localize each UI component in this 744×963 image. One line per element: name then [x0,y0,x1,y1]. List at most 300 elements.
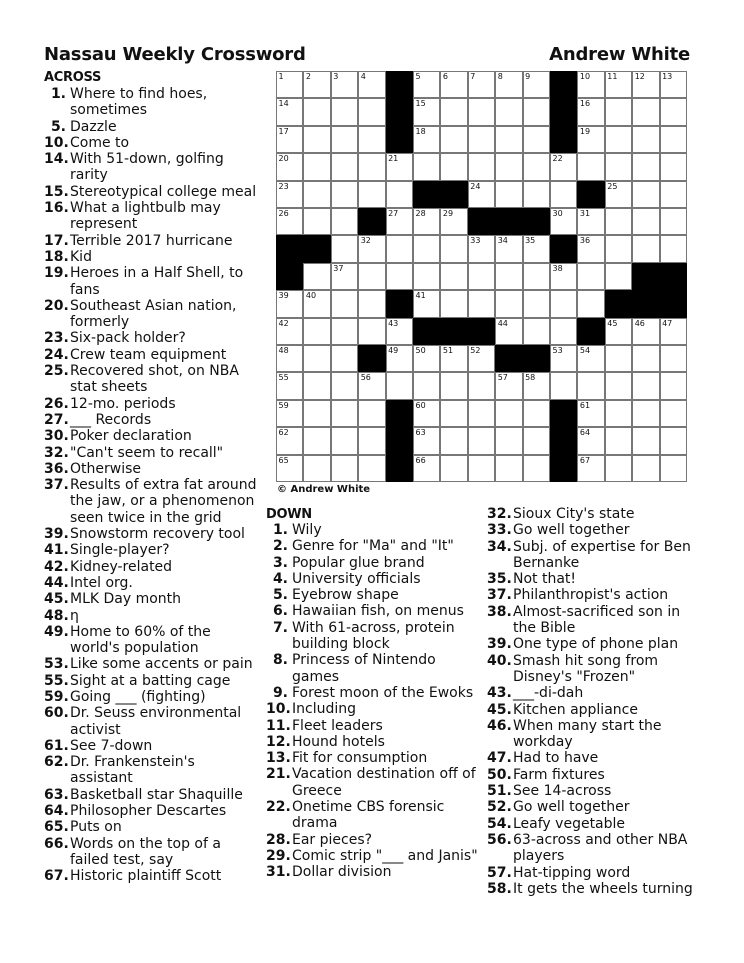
grid-cell[interactable] [550,345,577,372]
cell-number: 13 [662,72,673,81]
grid-cell[interactable] [660,153,687,180]
clue-item [44,477,259,526]
grid-cell[interactable] [276,427,303,454]
cell-number: 46 [634,318,645,328]
clue-item [266,620,480,653]
clue-text: Fleet leaders [292,717,383,734]
grid-cell[interactable] [468,400,495,427]
grid-block [495,345,522,372]
grid-cell[interactable] [358,181,385,208]
grid-cell[interactable] [632,98,659,125]
grid-cell[interactable] [523,181,550,208]
grid-cell[interactable] [440,263,467,290]
clue-item [487,767,701,783]
clue-text: Comic strip "___ and Janis" [292,847,478,864]
clue-text: Kidney-related [70,558,173,575]
grid-cell[interactable] [440,427,467,454]
grid-cell[interactable] [440,290,467,317]
grid-cell[interactable] [468,263,495,290]
grid-cell[interactable] [632,208,659,235]
grid-cell[interactable] [276,71,303,98]
cell-number: 39 [278,291,289,301]
clue-item [487,718,701,751]
grid-cell[interactable] [440,153,467,180]
grid-cell[interactable] [358,400,385,427]
grid-credit: © Andrew White [277,484,371,495]
grid-cell[interactable] [413,126,440,153]
grid-cell[interactable] [495,181,522,208]
grid-cell[interactable] [550,208,577,235]
grid-cell[interactable] [523,290,550,317]
grid-block [276,235,303,262]
cell-number: 15 [415,99,426,109]
grid-cell[interactable] [386,235,413,262]
clue-text: Historic plaintiff Scott [70,868,222,885]
grid-cell[interactable] [358,263,385,290]
clue-number: 43. [487,685,512,702]
grid-cell[interactable] [386,318,413,345]
grid-cell[interactable] [495,126,522,153]
grid-cell[interactable] [276,318,303,345]
cell-number: 20 [278,154,289,164]
clue-text: Dollar division [292,864,392,881]
grid-cell[interactable] [550,318,577,345]
grid-cell[interactable] [605,71,632,98]
grid-cell[interactable] [331,98,358,125]
clue-text: Forest moon of the Ewoks [292,684,474,701]
grid-cell[interactable] [632,427,659,454]
grid-cell[interactable] [303,153,330,180]
grid-block [386,427,413,454]
grid-cell[interactable] [632,153,659,180]
grid-cell[interactable] [358,98,385,125]
grid-cell[interactable] [331,126,358,153]
grid-cell[interactable] [386,372,413,399]
grid-cell[interactable] [303,290,330,317]
clue-item [44,363,259,396]
grid-cell[interactable] [523,98,550,125]
grid-cell[interactable] [413,71,440,98]
cell-number: 35 [525,236,536,246]
clue-item [44,868,259,884]
cell-number: 37 [333,263,344,273]
grid-cell[interactable] [358,372,385,399]
cell-number: 25 [607,181,618,191]
grid-cell[interactable] [577,208,604,235]
grid-cell[interactable] [523,153,550,180]
grid-cell[interactable] [276,400,303,427]
grid-cell[interactable] [468,290,495,317]
grid-cell[interactable] [550,290,577,317]
down-clue-list-right [487,506,701,897]
grid-cell[interactable] [358,455,385,482]
clue-item [266,799,480,832]
grid-cell[interactable] [331,208,358,235]
grid-cell[interactable] [276,455,303,482]
clue-text: With 51-down, golfing rarity [70,151,224,184]
clue-number: 65. [44,819,69,836]
grid-cell[interactable] [303,71,330,98]
clue-item [487,865,701,881]
grid-cell[interactable] [440,455,467,482]
grid-cell[interactable] [468,455,495,482]
grid-cell[interactable] [550,153,577,180]
grid-cell[interactable] [577,372,604,399]
grid-cell[interactable] [468,181,495,208]
grid-cell[interactable] [523,400,550,427]
grid-cell[interactable] [605,318,632,345]
clue-item [266,701,480,717]
clue-number: 30. [44,428,69,445]
grid-block [523,345,550,372]
grid-cell[interactable] [523,427,550,454]
grid-cell[interactable] [303,181,330,208]
clue-number: 54. [487,815,512,832]
grid-cell[interactable] [660,400,687,427]
grid-cell[interactable] [660,208,687,235]
grid-cell[interactable] [605,263,632,290]
grid-cell[interactable] [632,455,659,482]
clue-text: Subj. of expertise for Ben Bernanke [513,538,691,571]
grid-cell[interactable] [358,427,385,454]
grid-cell[interactable] [660,235,687,262]
clue-number: 2. [272,538,288,555]
grid-cell[interactable] [413,290,440,317]
clue-item [487,881,701,897]
grid-cell[interactable] [495,400,522,427]
grid-cell[interactable] [440,235,467,262]
cell-number: 43 [388,318,399,328]
grid-block [276,263,303,290]
grid-cell[interactable] [495,372,522,399]
grid-cell[interactable] [605,400,632,427]
cell-number: 56 [360,373,371,383]
grid-cell[interactable] [386,208,413,235]
grid-block [550,71,577,98]
grid-cell[interactable] [495,153,522,180]
grid-cell[interactable] [605,235,632,262]
clue-number: 63. [44,786,69,803]
grid-cell[interactable] [632,71,659,98]
grid-cell[interactable] [632,318,659,345]
grid-cell[interactable] [577,263,604,290]
grid-cell[interactable] [468,427,495,454]
clue-number: 12. [266,733,291,750]
grid-cell[interactable] [660,98,687,125]
grid-cell[interactable] [413,345,440,372]
grid-cell[interactable] [468,153,495,180]
grid-cell[interactable] [276,153,303,180]
grid-cell[interactable] [660,318,687,345]
clue-item [44,836,259,869]
grid-cell[interactable] [495,290,522,317]
grid-cell[interactable] [577,427,604,454]
clue-text: 63-across and other NBA players [513,831,688,865]
clue-number: 36. [44,460,69,477]
grid-cell[interactable] [495,235,522,262]
down-heading: DOWN [266,507,312,522]
clue-item [44,249,259,265]
grid-cell[interactable] [276,345,303,372]
clue-text: It gets the wheels turning [513,880,693,897]
clue-number: 25. [44,363,69,380]
author-name: Andrew White [549,44,690,65]
grid-cell[interactable] [523,455,550,482]
grid-cell[interactable] [303,455,330,482]
grid-cell[interactable] [523,126,550,153]
grid-block [550,427,577,454]
cell-number: 23 [278,181,289,191]
clue-item [44,526,259,542]
grid-cell[interactable] [468,372,495,399]
grid-cell[interactable] [632,400,659,427]
grid-cell[interactable] [413,263,440,290]
grid-cell[interactable] [331,400,358,427]
grid-cell[interactable] [577,235,604,262]
clue-item [266,750,480,766]
cell-number: 34 [497,236,508,246]
grid-cell[interactable] [331,345,358,372]
grid-cell[interactable] [660,71,687,98]
grid-block [577,318,604,345]
grid-cell[interactable] [468,235,495,262]
cell-number: 9 [525,72,531,81]
grid-cell[interactable] [331,318,358,345]
grid-cell[interactable] [331,71,358,98]
grid-cell[interactable] [276,290,303,317]
grid-cell[interactable] [660,181,687,208]
grid-cell[interactable] [632,181,659,208]
grid-cell[interactable] [331,455,358,482]
clue-text: Dr. Seuss environmental activist [70,705,242,738]
grid-cell[interactable] [495,318,522,345]
grid-cell[interactable] [358,318,385,345]
clue-text: Philanthropist's action [513,587,669,604]
grid-cell[interactable] [331,235,358,262]
grid-cell[interactable] [440,400,467,427]
clue-number: 3. [272,554,288,571]
grid-cell[interactable] [276,372,303,399]
grid-cell[interactable] [550,372,577,399]
grid-cell[interactable] [495,427,522,454]
grid-cell[interactable] [605,345,632,372]
cell-number: 7 [470,72,476,81]
grid-cell[interactable] [495,98,522,125]
clue-number: 32. [487,506,512,522]
clue-text: Poker declaration [70,428,192,445]
cell-number: 2 [305,72,311,81]
cell-number: 65 [278,455,289,465]
grid-cell[interactable] [386,345,413,372]
grid-cell[interactable] [523,235,550,262]
clue-number: 24. [44,346,69,363]
grid-cell[interactable] [276,181,303,208]
grid-cell[interactable] [440,126,467,153]
grid-cell[interactable] [358,290,385,317]
clue-text: η [70,607,79,624]
grid-cell[interactable] [276,126,303,153]
grid-cell[interactable] [660,372,687,399]
grid-cell[interactable] [440,71,467,98]
grid-cell[interactable] [605,126,632,153]
cell-number: 22 [552,154,563,164]
clue-item [487,587,701,603]
clue-number: 19. [44,265,69,282]
grid-cell[interactable] [605,455,632,482]
grid-cell[interactable] [495,71,522,98]
grid-cell[interactable] [413,372,440,399]
grid-cell[interactable] [331,153,358,180]
grid-cell[interactable] [632,372,659,399]
clue-number: 42. [44,558,69,575]
clue-text: Almost-sacrificed son in the Bible [513,603,681,637]
grid-cell[interactable] [523,318,550,345]
clue-number: 37. [44,477,69,494]
cell-number: 67 [579,455,591,465]
clue-number: 44. [44,574,69,591]
clue-number: 35. [487,571,512,588]
cell-number: 38 [552,263,563,273]
grid-cell[interactable] [605,372,632,399]
grid-cell[interactable] [386,181,413,208]
clue-text: ___ Records [70,411,152,428]
grid-cell[interactable] [660,427,687,454]
grid-cell[interactable] [358,235,385,262]
grid-cell[interactable] [577,153,604,180]
grid-cell[interactable] [303,400,330,427]
grid-cell[interactable] [303,263,330,290]
grid-cell[interactable] [440,345,467,372]
grid-cell[interactable] [413,153,440,180]
cell-number: 21 [388,154,399,164]
grid-cell[interactable] [413,400,440,427]
grid-cell[interactable] [605,181,632,208]
grid-cell[interactable] [468,98,495,125]
grid-cell[interactable] [632,235,659,262]
clue-number: 67. [44,868,69,885]
grid-cell[interactable] [550,263,577,290]
grid-cell[interactable] [577,400,604,427]
clue-number: 7. [272,619,288,636]
grid-block [440,181,467,208]
grid-cell[interactable] [303,126,330,153]
grid-cell[interactable] [303,345,330,372]
grid-cell[interactable] [303,372,330,399]
clue-item [487,604,701,637]
grid-cell[interactable] [331,427,358,454]
clue-text: Basketball star Shaquille [70,786,243,803]
grid-cell[interactable] [468,345,495,372]
grid-cell[interactable] [577,345,604,372]
grid-cell[interactable] [358,71,385,98]
clue-text: Philosopher Descartes [70,803,227,820]
grid-cell[interactable] [331,372,358,399]
grid-cell[interactable] [440,208,467,235]
cell-number: 17 [278,126,289,136]
grid-cell[interactable] [413,98,440,125]
clue-item [44,184,259,200]
clue-item [44,428,259,444]
grid-cell[interactable] [358,153,385,180]
grid-cell[interactable] [303,98,330,125]
grid-cell[interactable] [495,263,522,290]
grid-cell[interactable] [577,71,604,98]
grid-cell[interactable] [605,98,632,125]
grid-cell[interactable] [440,98,467,125]
cell-number: 57 [497,373,508,383]
grid-cell[interactable] [386,153,413,180]
grid-cell[interactable] [577,126,604,153]
grid-block [440,318,467,345]
clue-number: 53. [44,656,69,673]
clue-item [44,233,259,249]
grid-block [386,455,413,482]
grid-cell[interactable] [413,235,440,262]
grid-block [386,400,413,427]
clue-number: 21. [266,766,291,783]
grid-cell[interactable] [577,455,604,482]
grid-cell[interactable] [331,263,358,290]
clue-number: 29. [266,847,291,864]
clue-number: 62. [44,754,69,771]
grid-cell[interactable] [632,126,659,153]
clue-number: 14. [44,151,69,168]
grid-cell[interactable] [276,208,303,235]
grid-cell[interactable] [413,455,440,482]
grid-cell[interactable] [577,98,604,125]
clue-item [266,734,480,750]
grid-cell[interactable] [660,455,687,482]
grid-cell[interactable] [303,318,330,345]
grid-cell[interactable] [523,71,550,98]
grid-cell[interactable] [276,98,303,125]
grid-cell[interactable] [632,345,659,372]
grid-cell[interactable] [605,427,632,454]
clue-text: What a lightbulb may represent [70,200,221,233]
grid-cell[interactable] [303,427,330,454]
grid-cell[interactable] [413,208,440,235]
grid-cell[interactable] [660,345,687,372]
grid-cell[interactable] [386,263,413,290]
grid-cell[interactable] [523,372,550,399]
grid-cell[interactable] [605,153,632,180]
clue-number: 50. [487,766,512,783]
grid-cell[interactable] [468,126,495,153]
clue-number: 15. [44,183,69,200]
grid-cell[interactable] [440,372,467,399]
clue-item [44,86,259,119]
grid-cell[interactable] [358,126,385,153]
cell-number: 30 [552,209,563,218]
grid-cell[interactable] [605,208,632,235]
grid-cell[interactable] [577,290,604,317]
grid-block [386,98,413,125]
grid-cell[interactable] [331,290,358,317]
cell-number: 49 [388,346,399,355]
grid-cell[interactable] [413,427,440,454]
clue-item [44,445,259,461]
grid-cell[interactable] [331,181,358,208]
grid-block [550,235,577,262]
grid-cell[interactable] [660,126,687,153]
grid-cell[interactable] [550,181,577,208]
grid-cell[interactable] [468,71,495,98]
grid-cell[interactable] [303,208,330,235]
grid-cell[interactable] [523,263,550,290]
cell-number: 26 [278,209,289,218]
clue-item [44,396,259,412]
grid-cell[interactable] [495,455,522,482]
